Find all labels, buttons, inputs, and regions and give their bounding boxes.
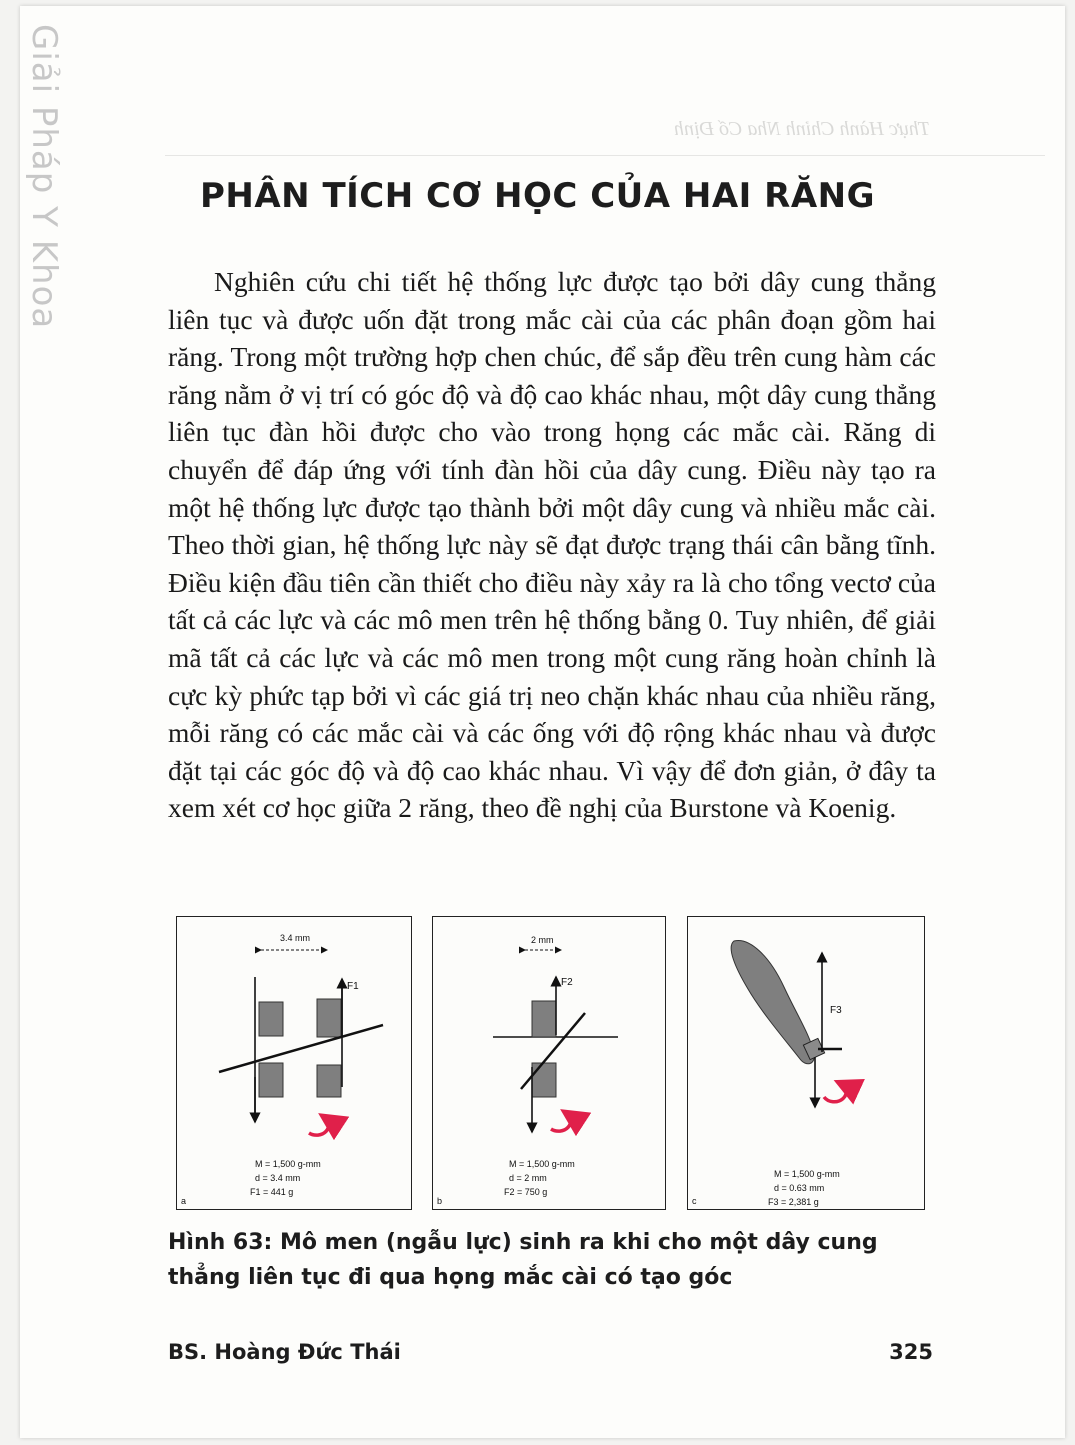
figure-panel-a [176, 916, 412, 1210]
tilted-tooth [731, 940, 814, 1063]
figure-panel-b [432, 916, 666, 1210]
d-value: d = 0.63 mm [774, 1183, 825, 1193]
moment-value: M = 1,500 g-mm [509, 1159, 575, 1169]
moment-value: M = 1,500 g-mm [255, 1159, 321, 1169]
panel-letter: c [692, 1196, 697, 1206]
figure-63 [176, 916, 928, 1212]
distance-label: 3.4 mm [280, 933, 311, 943]
page-title: PHÂN TÍCH CƠ HỌC CỦA HAI RĂNG [199, 176, 876, 216]
d-value: d = 3.4 mm [255, 1173, 301, 1183]
force-label: F2 [561, 977, 573, 988]
bracket-upper [532, 1001, 556, 1037]
moment-value: M = 1,500 g-mm [774, 1169, 840, 1179]
moment-arrow-icon [824, 1083, 846, 1102]
panel-letter: a [181, 1196, 187, 1206]
force-label: F3 [830, 1005, 842, 1016]
force-value: F3 = 2,381 g [768, 1197, 819, 1207]
moment-arrow-icon [551, 1113, 571, 1131]
figure-panel-c [687, 916, 925, 1210]
force-value: F2 = 750 g [504, 1187, 548, 1197]
force-value: F1 = 441 g [250, 1187, 294, 1197]
panel-c-diagram [688, 917, 924, 1209]
body-paragraph: Nghiên cứu chi tiết hệ thống lực được tạo bởi dây cung thẳng liên tục và được uốn đặt trong mắc cài của các phân đoạn gồm hai răng. Trong một trường hợp chen chúc, để sắp đều trên cung hàm các răng nằm ở vị trí có góc độ và độ cao khác nhau, một dây cung thẳng liên tục đàn hồi được cho vào trong họng các mắc cài. Răng di chuyển để đáp ứng với tính đàn hồi của dây cung. Điều này tạo ra một hệ thống lực được tạo thành bởi một dây cung và nhiều mắc cài. Theo thời gian, hệ thống lực này sẽ đạt được trạng thái cân bằng tĩnh. Điều kiện đầu tiên cần thiết cho điều này xảy ra là cho tổng vectơ của tất cả các lực và các mô men trên hệ thống bằng 0. Tuy nhiên, để giải mã tất cả các lực và các mô men trong một cung răng hoàn chỉnh là cực kỳ phức tạp bởi vì các giá trị neo chặn khác nhau của nhiều răng, mỗi răng có các mắc cài và các ống với độ rộng khác nhau và được đặt tại các góc độ và độ cao khác nhau. Vì vậy để đơn giản, ở đây ta xem xét cơ học giữa 2 răng, theo đề nghị của Burstone và Koenig. [168, 266, 936, 824]
header-rule [165, 155, 1045, 156]
panel-a-diagram [177, 917, 411, 1209]
bracket-upper-left [259, 1002, 283, 1036]
bracket-lower [532, 1063, 556, 1097]
distance-label: 2 mm [531, 935, 554, 945]
moment-arrow-icon [309, 1117, 329, 1135]
bleed-through-header: Thực Hành Chỉnh Nha Cố Định [674, 118, 930, 140]
panel-b-diagram [433, 917, 665, 1209]
bracket-upper-right [317, 999, 341, 1037]
page-number: 325 [889, 1340, 933, 1364]
d-value: d = 2 mm [509, 1173, 547, 1183]
figure-caption: Hình 63: Mô men (ngẫu lực) sinh ra khi cho một dây cung thẳng liên tục đi qua họng mắc cài có tạo góc [168, 1230, 878, 1290]
bracket-lower-right [317, 1065, 341, 1097]
panel-letter: b [437, 1196, 443, 1206]
force-label: F1 [347, 981, 359, 992]
bracket-lower-left [259, 1063, 283, 1097]
archwire [219, 1025, 383, 1072]
watermark: Giải Pháp Y Khoa [24, 24, 64, 330]
footer-author: BS. Hoàng Đức Thái [168, 1340, 401, 1364]
